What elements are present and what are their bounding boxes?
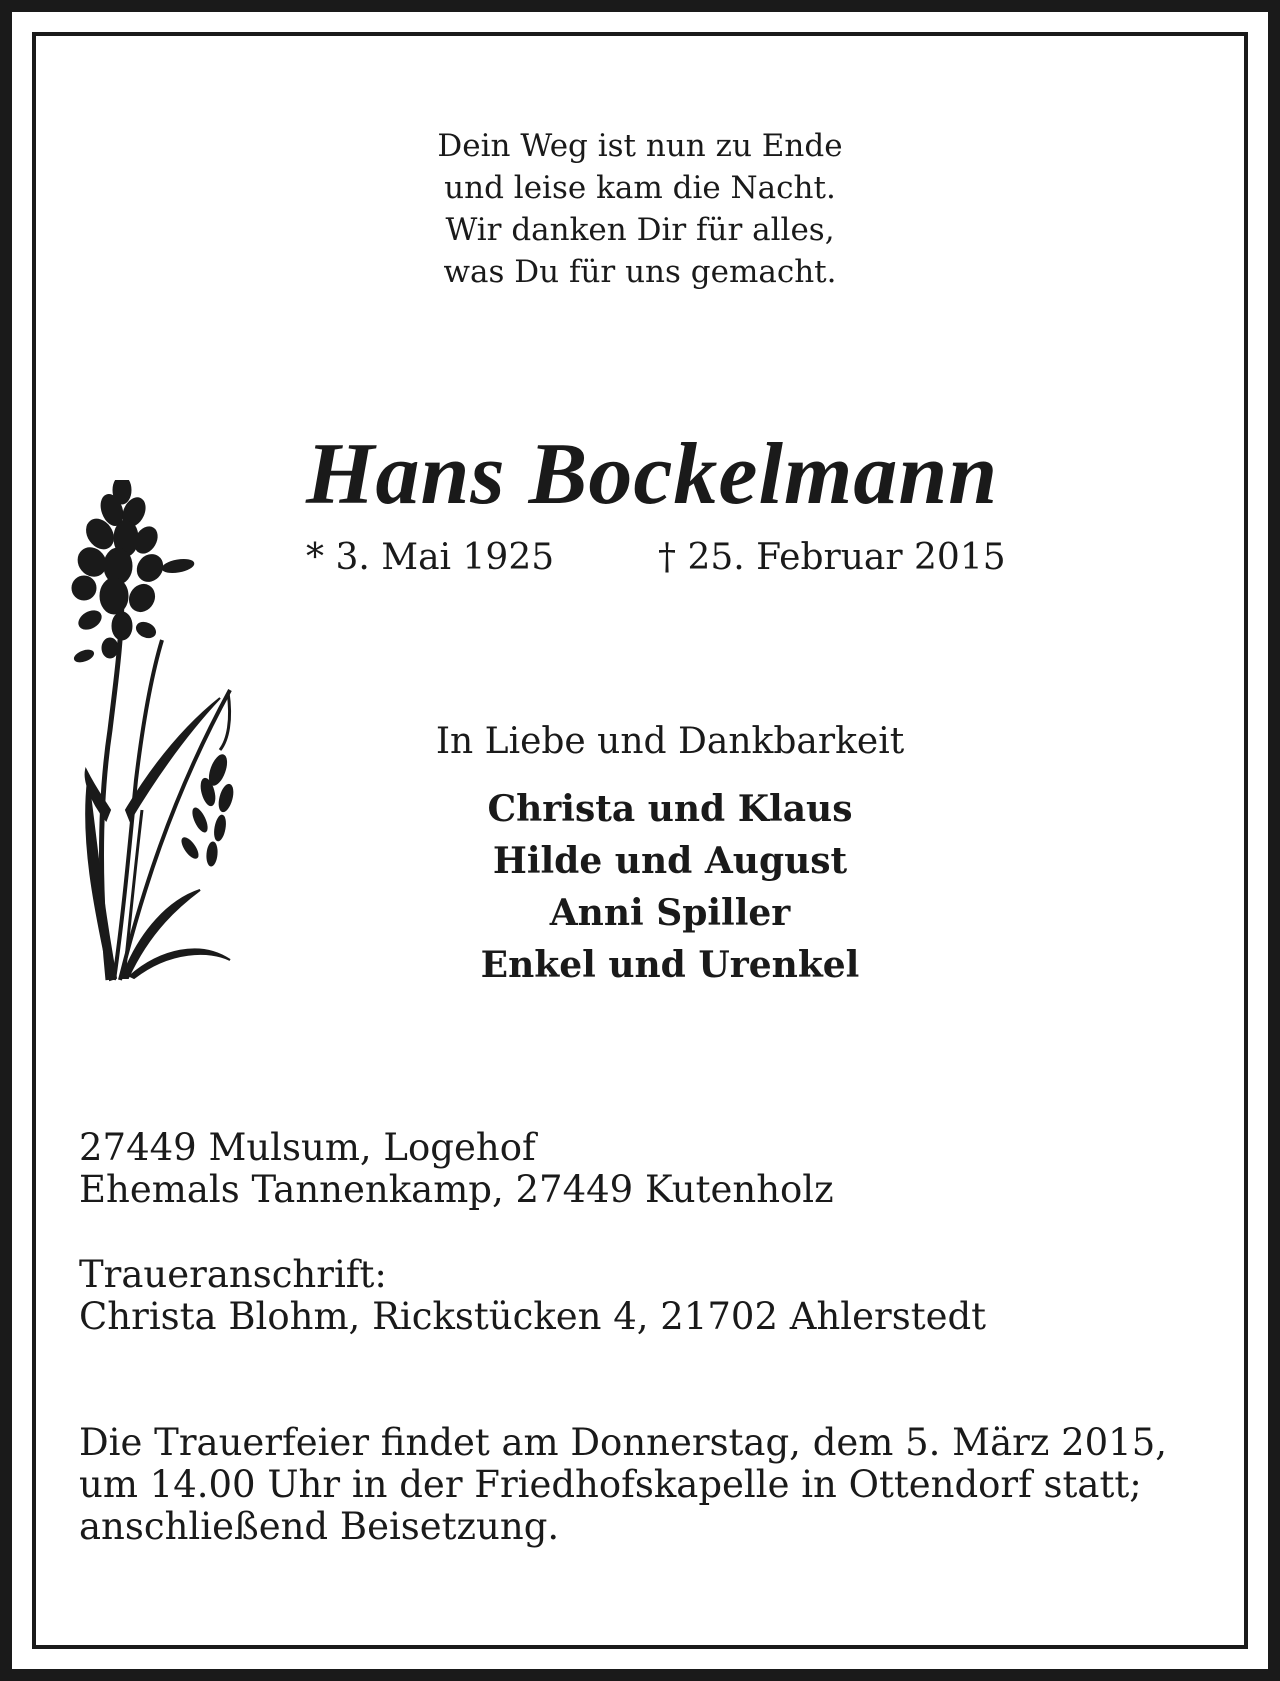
ceremony-line: Die Trauerfeier findet am Donnerstag, dem 5. März 2015, bbox=[79, 1421, 1167, 1464]
mourning-address-label: Traueranschrift: bbox=[79, 1253, 387, 1296]
ceremony-line: um 14.00 Uhr in der Friedhofskapelle in Ottendorf statt; bbox=[79, 1463, 1142, 1506]
verse-line: und leise kam die Nacht. bbox=[444, 170, 836, 206]
deceased-name: Hans Bockelmann bbox=[306, 426, 999, 523]
mourner-name: Anni Spiller bbox=[549, 892, 791, 934]
verse-line: Wir danken Dir für alles, bbox=[445, 212, 835, 248]
residence-line: 27449 Mulsum, Logehof bbox=[79, 1126, 536, 1169]
mourner-name: Christa und Klaus bbox=[487, 788, 853, 830]
verse-line: Dein Weg ist nun zu Ende bbox=[437, 128, 843, 164]
residence-address bbox=[79, 1127, 834, 1211]
mourning-address-line: Christa Blohm, Rickstücken 4, 21702 Ahlerstedt bbox=[79, 1295, 987, 1338]
mourner-name: Hilde und August bbox=[492, 840, 848, 882]
mourners-list bbox=[0, 783, 1280, 991]
mourner-name: Enkel und Urenkel bbox=[480, 944, 860, 986]
mourning-address bbox=[79, 1254, 986, 1338]
birth-date: * 3. Mai 1925 bbox=[306, 537, 555, 578]
gratitude-line: In Liebe und Dankbarkeit bbox=[435, 721, 905, 762]
ceremony-notice bbox=[79, 1422, 1167, 1548]
death-date: † 25. Februar 2015 bbox=[658, 537, 1006, 578]
ceremony-line: anschließend Beisetzung. bbox=[79, 1505, 560, 1548]
residence-line: Ehemals Tannenkamp, 27449 Kutenholz bbox=[79, 1168, 834, 1211]
verse-line: was Du für uns gemacht. bbox=[443, 254, 837, 290]
verse bbox=[0, 125, 1280, 293]
